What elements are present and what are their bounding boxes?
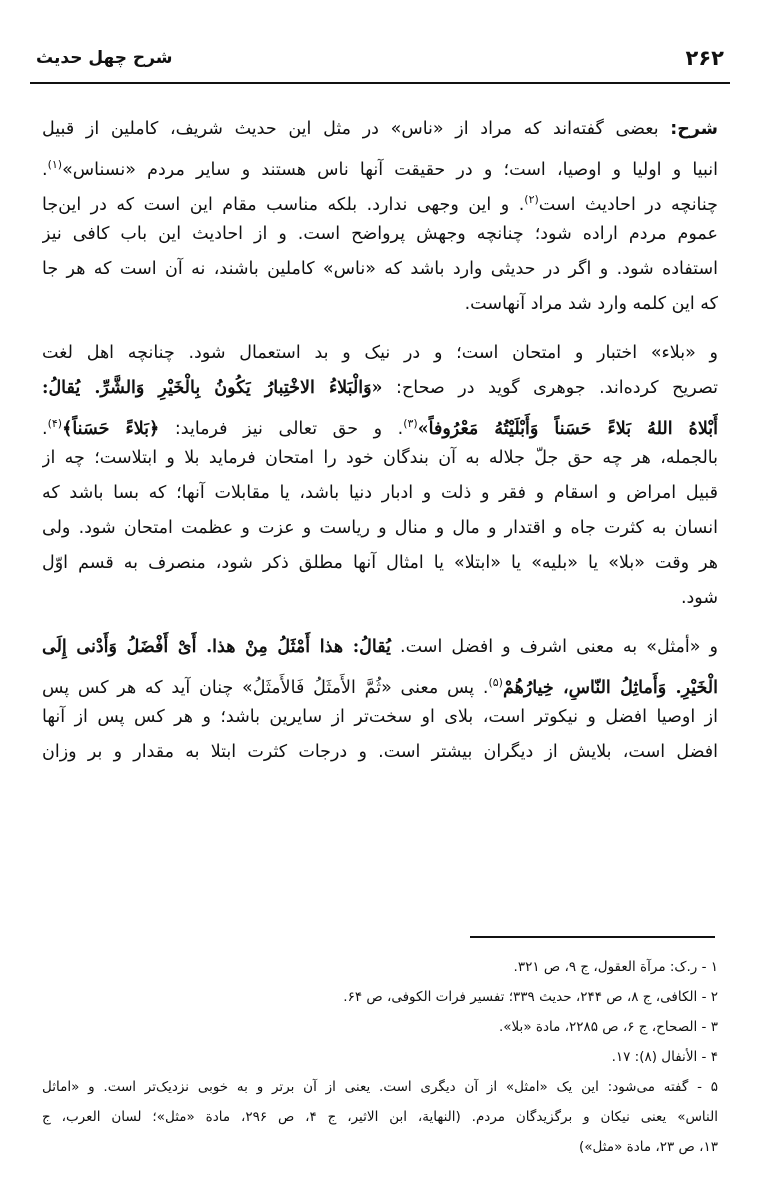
footnote-continuation: ۱۳، ص ۲۳، مادة «مثل»)	[579, 1139, 718, 1155]
text-line: بالجمله، هر چه حق جلّ جلاله به آن بندگان خود را امتحان فرماید بلا و ابتلاست؛ چه از	[42, 448, 718, 468]
arabic-quote: یُقالُ: هذا أَمْثَلُ مِنْ هذا. أَیْ أَفْضَلُ وَأَدْنی إِلَی	[42, 637, 391, 657]
main-text	[42, 112, 718, 770]
text-line: چنانچه در احادیث است$^{(۲)}$. و این وجهی ندارد. بلکه مناسب مقام این است که در این‌جا	[42, 193, 718, 215]
footnote: ۵ - گفته می‌شود: این یک «امثل» از آن دیگری است. یعنی از آن برتر و به خوبی نزدیک‌تر است. و «اماثل	[42, 1079, 718, 1095]
footnote: ۱ - ر.ک: مرآة العقول، ج ۹، ص ۳۲۱.	[513, 959, 718, 975]
page-header	[30, 42, 730, 84]
footnote-separator	[470, 936, 715, 938]
text-line: أَبْلاهُ اللهُ بَلاءً حَسَناً وَأَبْلَیْتُهُ مَعْرُوفاً»$^{(۳)}$. و حق تعالی نیز فرماید: ﴿بَلاءً حَسَناً﴾$^{(۴)}$.	[42, 417, 718, 439]
text-line: عموم مردم اراده شود؛ چنانچه وجهش پرواضح است. و از احادیث این باب کافی نیز	[42, 224, 718, 244]
footnotes	[42, 952, 718, 1162]
text-line: و «أمثل» به معنی اشرف و افضل است. یُقالُ: هذا أَمْثَلُ مِنْ هذا. أَیْ أَفْضَلُ وَأَدْنی إِلَی	[42, 637, 718, 657]
text-line: که این کلمه وارد شد مراد آنهاست.	[464, 294, 718, 314]
text-line: هر وقت «بلا» یا «بلیه» یا «ابتلا» یا امثال آنها مطلق ذکر شود، منصرف به قسم اوّل	[42, 553, 718, 573]
footnote-ref: (۲)	[524, 193, 539, 206]
text-line: تصریح کرده‌اند. جوهری گوید در صحاح: «وَالْبَلاءُ الاخْتِبارُ یَکُونُ بِالْخَیْرِ وَالشَّرِّ. یُقالُ:	[42, 378, 718, 398]
page-number: ۲۶۲	[685, 46, 724, 70]
text-line: انبیا و اولیا و اوصیا، است؛ و در حقیقت آنها ناس هستند و سایر مردم «نسناس»$^{(۱)}$.	[42, 158, 718, 180]
commentary-label: شرح:	[670, 119, 718, 139]
text-line: شود.	[680, 588, 718, 608]
quran-quote: ﴿بَلاءً حَسَناً﴾	[62, 418, 160, 439]
arabic-quote: «وَالْبَلاءُ الاخْتِبارُ یَکُونُ بِالْخَیْرِ وَالشَّرِّ. یُقالُ:	[42, 378, 383, 398]
text-line: انسان به کثرت جاه و اقتدار و مال و منال و ریاست و عزت و عظمت امتحان شود. ولی	[42, 518, 718, 538]
arabic-quote: أَبْلاهُ اللهُ بَلاءً حَسَناً وَأَبْلَیْتُهُ مَعْرُوفاً»	[417, 418, 718, 439]
text-line: از اوصیا افضل و نیکوتر است، بلای او سخت‌تر از سایرین باشد؛ و هر کس پس از آنها	[42, 707, 718, 727]
footnote: ۴ - الأنفال (۸): ۱۷.	[611, 1049, 718, 1065]
text-line: شرح: بعضی گفته‌اند که مراد از «ناس» در مثل این حدیث شریف، کاملین از قبیل	[42, 119, 718, 139]
text-line: استفاده شود. و اگر در حدیثی وارد باشد که «ناس» کاملین باشند، نه آن است که هر جا	[42, 259, 718, 279]
text-line: قبیل امراض و اسقام و فقر و ذلت و ادبار دنیا باشد، یا مقابلات آنها؛ که بسا باشد که	[42, 483, 718, 503]
text-line: و «بلاء» اختبار و امتحان است؛ و در نیک و بد استعمال شود. چنانچه اهل لغت	[42, 343, 718, 363]
running-title: شرح چهل حدیث	[36, 48, 173, 68]
footnote-ref: (۳)	[403, 417, 418, 430]
footnote-continuation: الناس» یعنی نیکان و برگزیدگان مردم. (النهایة، ابن الاثیر، ج ۴، ص ۲۹۶، مادة «مثل»؛ لسان العرب، ج	[42, 1109, 718, 1125]
footnote-ref: (۵)	[488, 676, 503, 689]
text-line: الْخَیْرِ. وَأَماثِلُ النّاسِ، خِیارُهُمْ$^{(۵)}$. پس معنی «ثُمَّ الأَمثَلُ فَالأَمثَلُ» چنان آید که هر کس پس	[42, 676, 718, 698]
footnote: ۲ - الکافی، ج ۸، ص ۲۴۴، حدیث ۳۳۹؛ تفسیر فرات الکوفی، ص ۶۴.	[343, 989, 718, 1005]
footnote-ref: (۴)	[47, 417, 63, 430]
arabic-quote: الْخَیْرِ. وَأَماثِلُ النّاسِ، خِیارُهُمْ	[502, 677, 718, 698]
text-line: افضل است، بلایش از دیگران بیشتر است. و درجات کثرت ابتلا به مقدار و بر وزان	[42, 742, 718, 762]
footnote-ref: (۱)	[47, 158, 63, 171]
footnote: ۳ - الصحاح، ج ۶، ص ۲۲۸۵، مادة «بلا».	[498, 1019, 718, 1035]
